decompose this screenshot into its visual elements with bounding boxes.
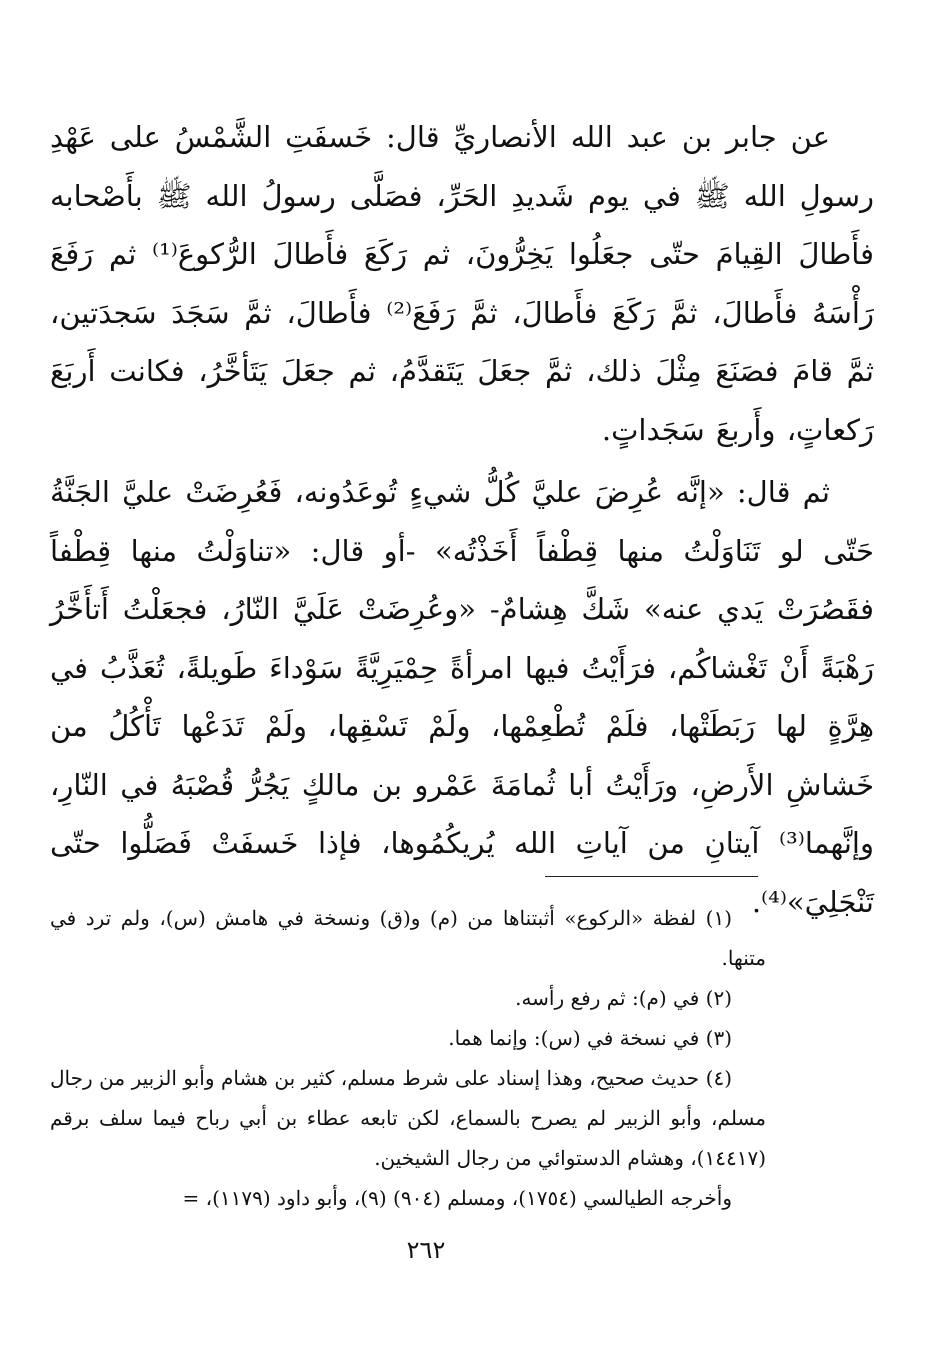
hadith-paragraph-1: عن جابر بن عبد الله الأنصاريِّ قال: خَسفَتِ الشَّمْسُ على عَهْدِ رسولِ الله ﷺ في يوم شَديدِ الحَرِّ، فصَلَّى رسولُ الله ﷺ بأَصْحابه فأَطالَ القِيامَ حتّى جعَلُوا يَخِرُّونَ، ثم رَكَعَ فأَطالَ الرُّكوعَ⁽¹⁾ ثم رَفَعَ رَأْسَهُ فأَطالَ، ثمَّ رَكَعَ فأَطالَ، ثمَّ رَفَعَ⁽²⁾ فأَطالَ، ثمَّ سَجَدَ سَجدَتين، ثمَّ قامَ فصَنَعَ مِثْلَ ذلك، ثمَّ جعَلَ يَتَقدَّمُ، ثم جعَلَ يَتَأخَّرُ، فكانت أَربَعَ رَكعاتٍ، وأَربعَ سَجَداتٍ. xyxy=(50,120,875,447)
footnote-2: (٢) في (م): ثم رفع رأسه. xyxy=(515,986,732,1010)
footnote-4-continued: وأخرجه الطيالسي (١٧٥٤)، ومسلم (٩٠٤) (٩)، وأبو داود (١١٧٩)، = xyxy=(182,1186,732,1210)
main-text xyxy=(50,108,874,935)
footnote-4: (٤) حديث صحيح، وهذا إسناد على شرط مسلم، كثير بن هشام وأبو الزبير من رجال مسلم، وأبو الزبير لم يصرح بالسماع، لكن تابعه عطاء بن أبي رباح فيما سلف برقم (١٤٤١٧)، وهشام الدستوائي من رجال الشيخين. xyxy=(50,1066,766,1170)
footnotes xyxy=(50,898,766,1218)
page-number: ٢٦٢ xyxy=(406,1236,446,1264)
hadith-paragraph-2: ثم قال: «إنَّه عُرِضَ عليَّ كُلُّ شيءٍ تُوعَدُونه، فَعُرِضَتْ عليَّ الجَنَّةُ حَتّى لو تَنَاوَلْتُ منها قِطْفاً أَخَذْتُه» -أو قال: «تناوَلْتُ منها قِطْفاً فقَصُرَتْ يَدي عنه» شَكَّ هِشامٌ- «وعُرِضَتْ عَلَيَّ النّارُ، فجعَلْتُ أَتأَخَّرُ رَهْبَةً أَنْ تَغْشاكُم، فرَأَيْتُ فيها امرأةً حِمْيَرِيَّةً سَوْداءَ طَويلةً، تُعَذَّبُ في هِرَّةٍ لها رَبَطَتْها، فلَمْ تُطْعِمْها، ولَمْ تَسْقِها، ولَمْ تَدَعْها تَأْكُلُ من خَشاشِ الأَرضِ، ورَأَيْتُ أبا ثُمامَةَ عَمْرو بن مالكٍ يَجُرُّ قُصْبَهُ في النّارِ، وإنَّهما⁽³⁾ آيتانِ من آياتِ الله يُريكُمُوها، فإذا خَسفَتْ فَصَلُّوا حتّى تَنْجَلِيَ»⁽⁴⁾. xyxy=(50,475,874,919)
footnote-3: (٣) في نسخة في (س): وإنما هما. xyxy=(448,1026,732,1050)
footnote-separator xyxy=(545,876,758,877)
footnote-1: (١) لفظة «الركوع» أثبتناها من (م) و(ق) ونسخة في هامش (س)، ولم ترد في متنها. xyxy=(50,906,766,970)
